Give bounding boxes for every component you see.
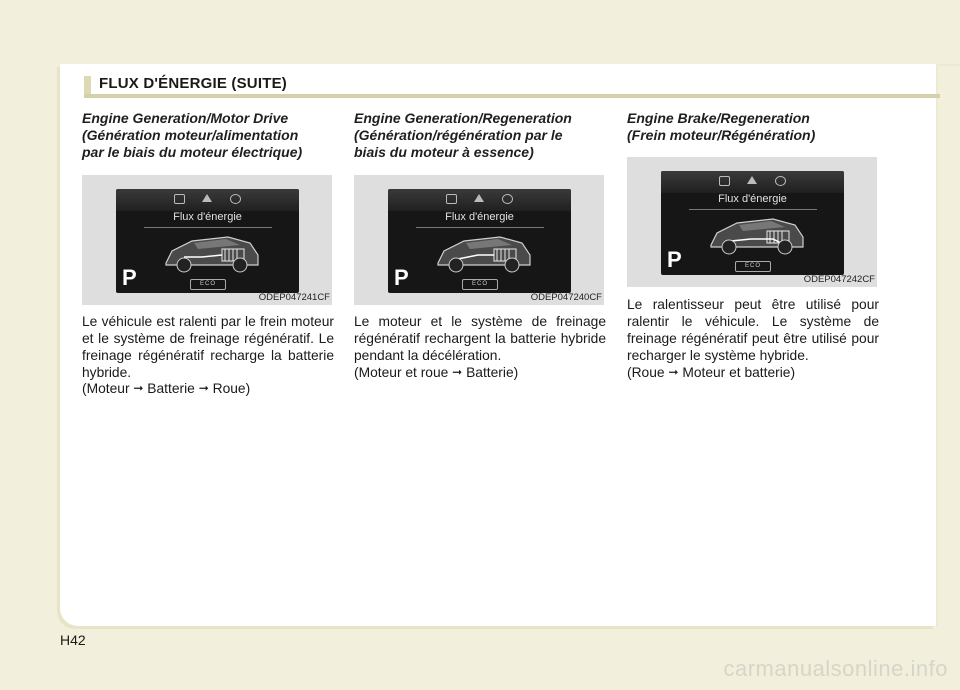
heading-line: (Génération moteur/alimentation: [82, 127, 299, 143]
column-engine-generation-motor-drive: [82, 110, 332, 161]
body-text: Le ralentisseur peut être utilisé pour ralentir le véhicule. Le système de freinage régénératif peut être utilisé pour recharger le système hybride.: [627, 297, 879, 363]
figure-code: ODEP047242CF: [803, 274, 875, 285]
heading-line: (Frein moteur/Régénération): [627, 127, 816, 143]
page-number: H42: [60, 632, 86, 648]
energy-formula: (Roue ➞ Moteur et batterie): [627, 365, 796, 380]
status-icons: [174, 194, 244, 204]
dashboard-screen: [116, 189, 299, 293]
dashboard-screen: [388, 189, 571, 293]
arrow-icon: ➞: [452, 365, 463, 379]
column-engine-generation-regeneration: [354, 110, 604, 161]
section-title: FLUX D'ÉNERGIE (SUITE): [99, 75, 287, 92]
column-heading: [354, 110, 604, 161]
eco-indicator: ECO: [462, 279, 498, 290]
figure-code: ODEP047240CF: [530, 292, 602, 303]
energy-formula: (Moteur et roue ➞ Batterie): [354, 365, 519, 380]
page-edge-horizontal: [936, 64, 960, 66]
eco-indicator: ECO: [190, 279, 226, 290]
screen-title: Flux d'énergie: [445, 211, 514, 223]
header-rule: [84, 94, 940, 98]
gear-indicator: P: [667, 247, 682, 272]
figure-energy-flow-3: [627, 157, 877, 287]
screen-title: Flux d'énergie: [173, 211, 242, 223]
car-icon: [434, 229, 534, 277]
figure-code: ODEP047241CF: [258, 292, 330, 303]
arrow-icon: ➞: [133, 381, 144, 395]
heading-line: par le biais du moteur électrique): [82, 144, 303, 160]
heading-line: biais du moteur à essence): [354, 144, 534, 160]
gear-indicator: P: [394, 265, 409, 290]
column-heading: [82, 110, 332, 161]
screen-title: Flux d'énergie: [718, 193, 787, 205]
gear-indicator: P: [122, 265, 137, 290]
status-icons: [446, 194, 516, 204]
car-icon: [707, 211, 807, 259]
figure-energy-flow-1: [82, 175, 332, 305]
heading-line: Engine Generation/Regeneration: [354, 110, 572, 126]
body-text: Le moteur et le système de freinage régénératif rechargent la batterie hybride pendant la décélération.: [354, 314, 606, 363]
body-text: Le véhicule est ralenti par le frein moteur et le système de freinage régénératif. Le freinage régénératif recharge la batterie hybride.: [82, 314, 334, 380]
column-engine-brake-regeneration: [627, 110, 877, 144]
column-heading: [627, 110, 877, 144]
arrow-icon: ➞: [198, 381, 209, 395]
watermark-link[interactable]: carmanualsonline.info: [723, 656, 948, 681]
heading-line: Engine Brake/Regeneration: [627, 110, 810, 126]
heading-line: (Génération/régénération par le: [354, 127, 563, 143]
section-marker: [84, 76, 91, 94]
status-icons: [719, 176, 789, 186]
arrow-icon: ➞: [668, 365, 679, 379]
figure-energy-flow-2: [354, 175, 604, 305]
energy-formula: (Moteur ➞ Batterie ➞ Roue): [82, 381, 251, 396]
page-edge-vertical: [936, 64, 938, 626]
car-icon: [162, 229, 262, 277]
eco-indicator: ECO: [735, 261, 771, 272]
dashboard-screen: [661, 171, 844, 275]
heading-line: Engine Generation/Motor Drive: [82, 110, 289, 126]
